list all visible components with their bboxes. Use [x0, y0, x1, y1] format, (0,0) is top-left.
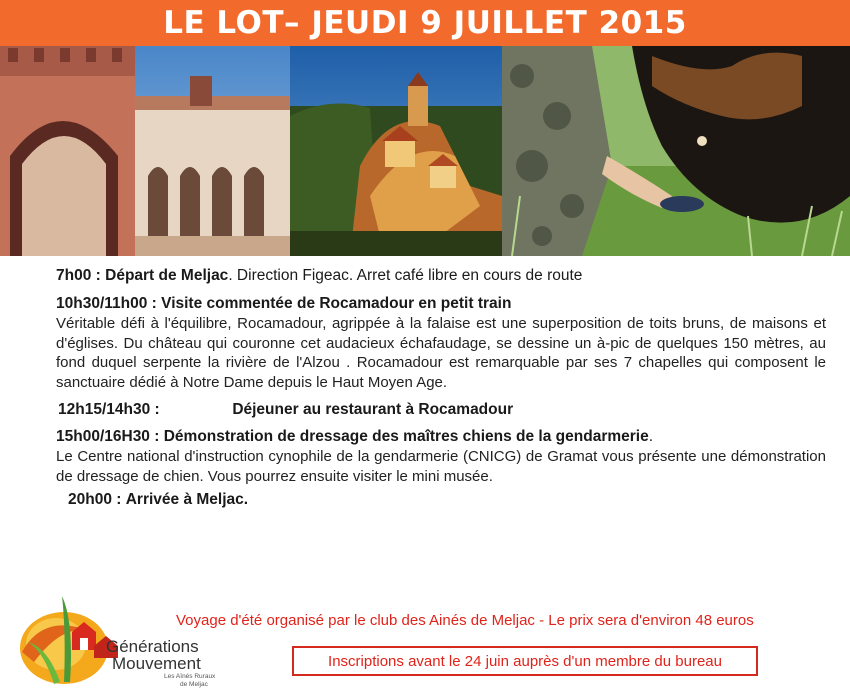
trip-note: Voyage d'été organisé par le club des Ainés de Meljac - Le prix sera d'environ 48 euros [176, 612, 754, 629]
logo-line1: Générations [106, 637, 199, 656]
entry-description: Le Centre national d'instruction cynophile de la gendarmerie (CNICG) de Gramat vous présente une démonstration de dressage de chien. Vous pourrez ensuite visiter le mini musée. [56, 448, 826, 485]
page-title: LE LOT– JEUDI 9 JUILLET 2015 [163, 5, 687, 41]
entry-description: Véritable défi à l'équilibre, Rocamadour, agrippée à la falaise est une superposition de toits bruns, de maisons et d'églises. Du château qui couronne cet audacieux échafaudage, se dessine un à-pic de quelques 150 mètres, au fond duquel serpente la rivière de l'Alzou . Rocamadour est remarquable par ses 7 chapelles qui composent le sanctuaire dédié à Notre Dame depuis le Haut Moyen Age. [56, 315, 826, 391]
photo-strip [0, 46, 850, 256]
photo-dog [502, 46, 850, 256]
inscription-box [292, 646, 758, 676]
logo-tagline2: de Meljac [180, 681, 208, 688]
entry-time: 7h00 : [56, 267, 101, 284]
logo-tagline1: Les Aînés Ruraux [164, 673, 216, 680]
program-list [56, 266, 826, 510]
program-entry-visite [56, 294, 826, 392]
generations-mouvement-logo [14, 592, 254, 688]
entry-time: 10h30/11h00 : [56, 295, 157, 312]
program-entry-arrivee [56, 490, 826, 510]
entry-detail: . Direction Figeac. Arret café libre en cours de route [228, 267, 583, 284]
entry-title: Démonstration de dressage des maîtres chiens de la gendarmerie [163, 428, 649, 445]
program-entry-depart [56, 266, 826, 286]
inscription-text: Inscriptions avant le 24 juin auprès d'un membre du bureau [328, 652, 722, 670]
entry-time: 20h00 : [68, 491, 122, 508]
entry-title: Déjeuner au restaurant à Rocamadour [232, 401, 514, 418]
title-banner [0, 0, 850, 46]
entry-title: Départ de Meljac [105, 267, 229, 284]
entry-time: 12h15/14h30 : [58, 401, 160, 418]
program-entry-demonstration [56, 427, 826, 486]
program-entry-dejeuner [56, 400, 826, 420]
logo-line2: Mouvement [112, 654, 201, 673]
entry-title: Arrivée à Meljac. [125, 491, 249, 508]
entry-detail: . [648, 428, 654, 445]
photo-cloister [0, 46, 290, 256]
entry-time: 15h00/16H30 : [56, 428, 160, 445]
photo-rocamadour [290, 46, 502, 256]
entry-title: Visite commentée de Rocamadour en petit train [161, 295, 512, 312]
